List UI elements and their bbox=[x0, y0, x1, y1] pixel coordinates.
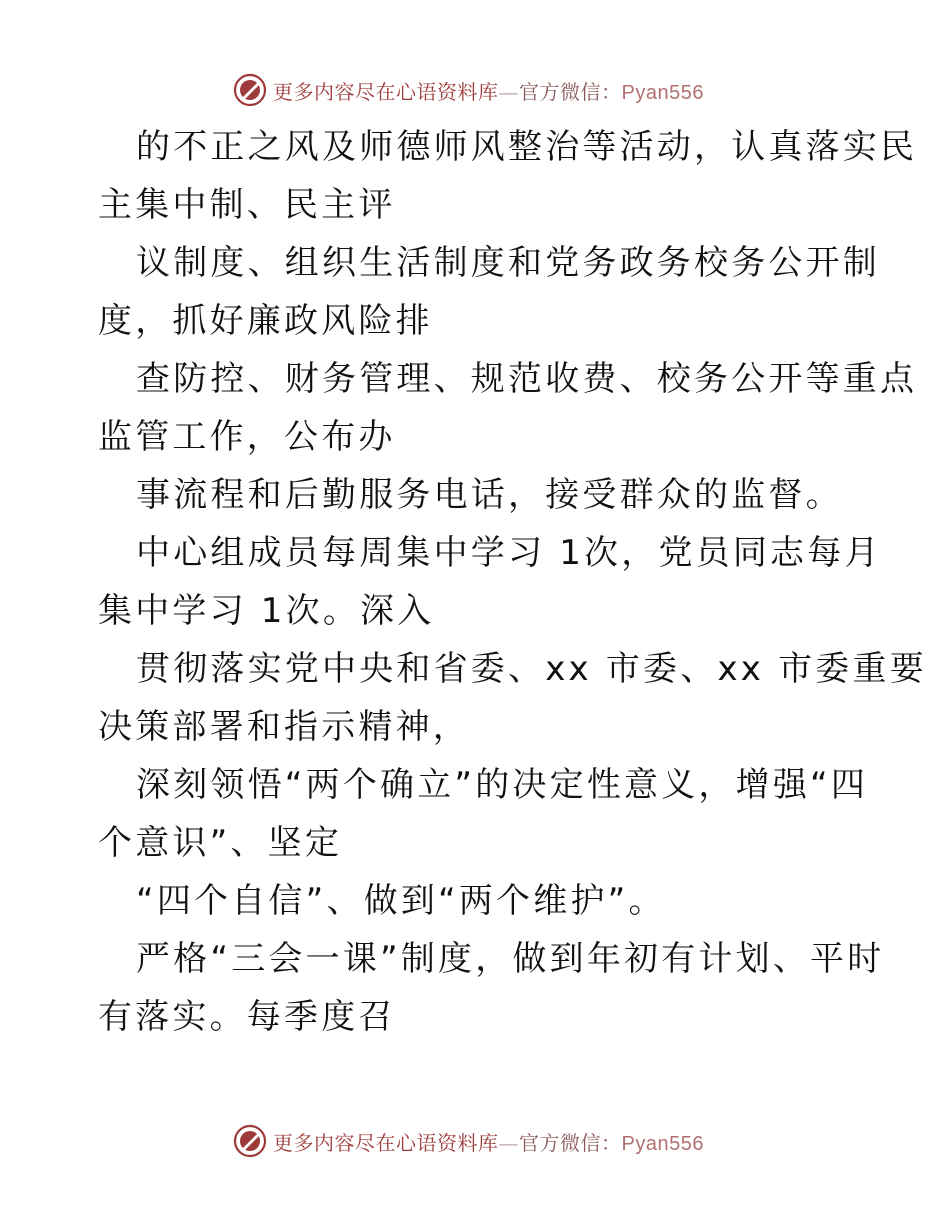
text-line: 事流程和后勤服务电话，接受群众的监督。 bbox=[136, 475, 843, 515]
text-line: 查防控、财务管理、规范收费、校务公开等重点 bbox=[136, 359, 918, 399]
site-name-text: 更多内容尽在心语资料库 bbox=[273, 1130, 499, 1155]
wechat-id: Pyan556 bbox=[621, 81, 704, 104]
text-line: 议制度、组织生活制度和党务政务校务公开制 bbox=[136, 243, 880, 283]
dash-separator: — bbox=[498, 79, 519, 104]
official-wechat-label: 官方微信： bbox=[519, 1130, 622, 1155]
dash-separator: — bbox=[498, 1130, 519, 1155]
text-line: 深刻领悟“两个确立”的决定性意义，增强“四 bbox=[136, 765, 869, 805]
text-line: 集中学习 1次。深入 bbox=[98, 591, 435, 631]
header-banner bbox=[0, 72, 950, 108]
text-line: 中心组成员每周集中学习 1次，党员同志每月 bbox=[136, 533, 882, 573]
text-line: “四个自信”、做到“两个维护”。 bbox=[136, 881, 666, 921]
footer-banner bbox=[0, 1123, 950, 1159]
text-line: 严格“三会一课”制度，做到年初有计划、平时 bbox=[136, 939, 885, 979]
wechat-id: Pyan556 bbox=[621, 1132, 704, 1155]
text-line: 有落实。每季度召 bbox=[98, 997, 396, 1037]
text-line: 监管工作，公布办 bbox=[98, 417, 396, 457]
site-name-text: 更多内容尽在心语资料库 bbox=[273, 79, 499, 104]
official-wechat-label: 官方微信： bbox=[519, 79, 622, 104]
pen-logo-icon bbox=[233, 1124, 267, 1158]
text-line: 主集中制、民主评 bbox=[98, 185, 396, 225]
text-line: 贯彻落实党中央和省委、xx 市委、xx 市委重要 bbox=[136, 649, 927, 689]
text-line: 度，抓好廉政风险排 bbox=[98, 301, 433, 341]
pen-logo-icon bbox=[233, 73, 267, 107]
text-line: 的不正之风及师德师风整治等活动，认真落实民 bbox=[136, 127, 918, 167]
body-text bbox=[98, 118, 927, 1046]
text-line: 决策部署和指示精神， bbox=[98, 707, 470, 747]
text-line: 个意识”、坚定 bbox=[98, 823, 343, 863]
